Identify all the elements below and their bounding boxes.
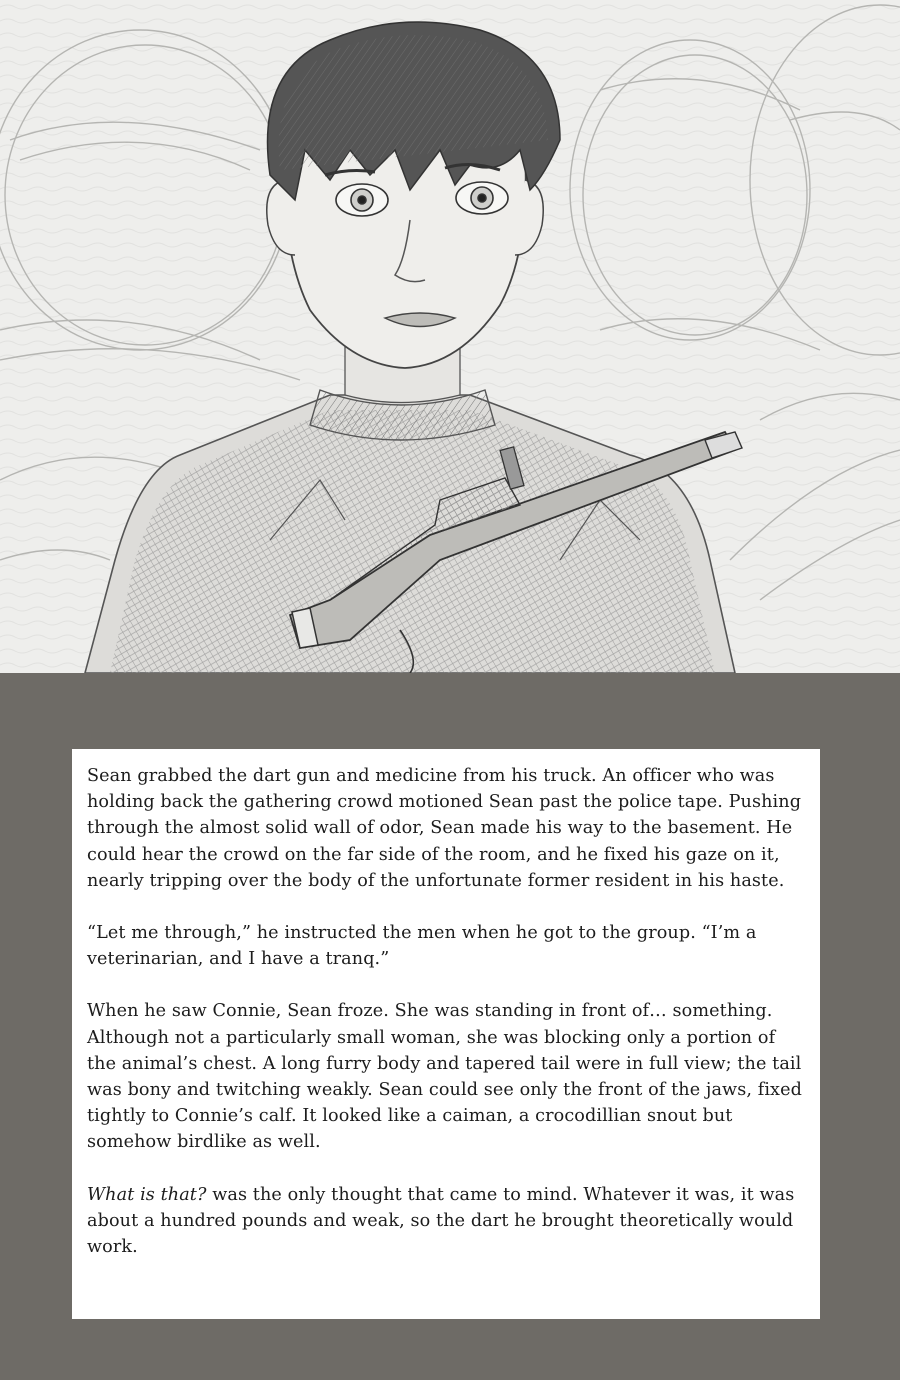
story-paragraph: When he saw Connie, Sean froze. She was standing in front of… something. Although not a particularly small woman, she was blocking only a portion of the animal’s chest. A long furry body and tapered tail were in full view; the tail was bony and twitching weakly. Sean could see only the front of the jaws, fixed tightly to Connie’s calf. It looked like a caiman, a crocodillian snout but somehow birdlike as well. <box>87 1001 802 1153</box>
final-paragraph-rest: was the only thought that came to mind. Whatever it was, it was about a hundred pounds and weak, so the dart he brought theoretically would work. <box>87 1184 795 1258</box>
story-paragraph-final <box>87 1182 802 1261</box>
illustration-panel <box>0 0 900 673</box>
story-text-box <box>72 749 820 1319</box>
inner-thought: What is that? <box>87 1184 207 1205</box>
story-paragraph: Sean grabbed the dart gun and medicine from his truck. An officer who was holding back the gathering crowd motioned Sean past the police tape. Pushing through the almost solid wall of odor, Sean made his way to the basement. He could hear the crowd on the far side of the room, and he fixed his gaze on it, nearly tripping over the body of the unfortunate former resident in his haste. <box>87 766 802 891</box>
pencil-sketch-illustration <box>0 0 900 673</box>
eye-right <box>456 182 508 214</box>
story-paragraph: “Let me through,” he instructed the men when he got to the group. “I’m a veterinarian, and I have a tranq.” <box>87 923 757 970</box>
eye-left <box>336 184 388 216</box>
